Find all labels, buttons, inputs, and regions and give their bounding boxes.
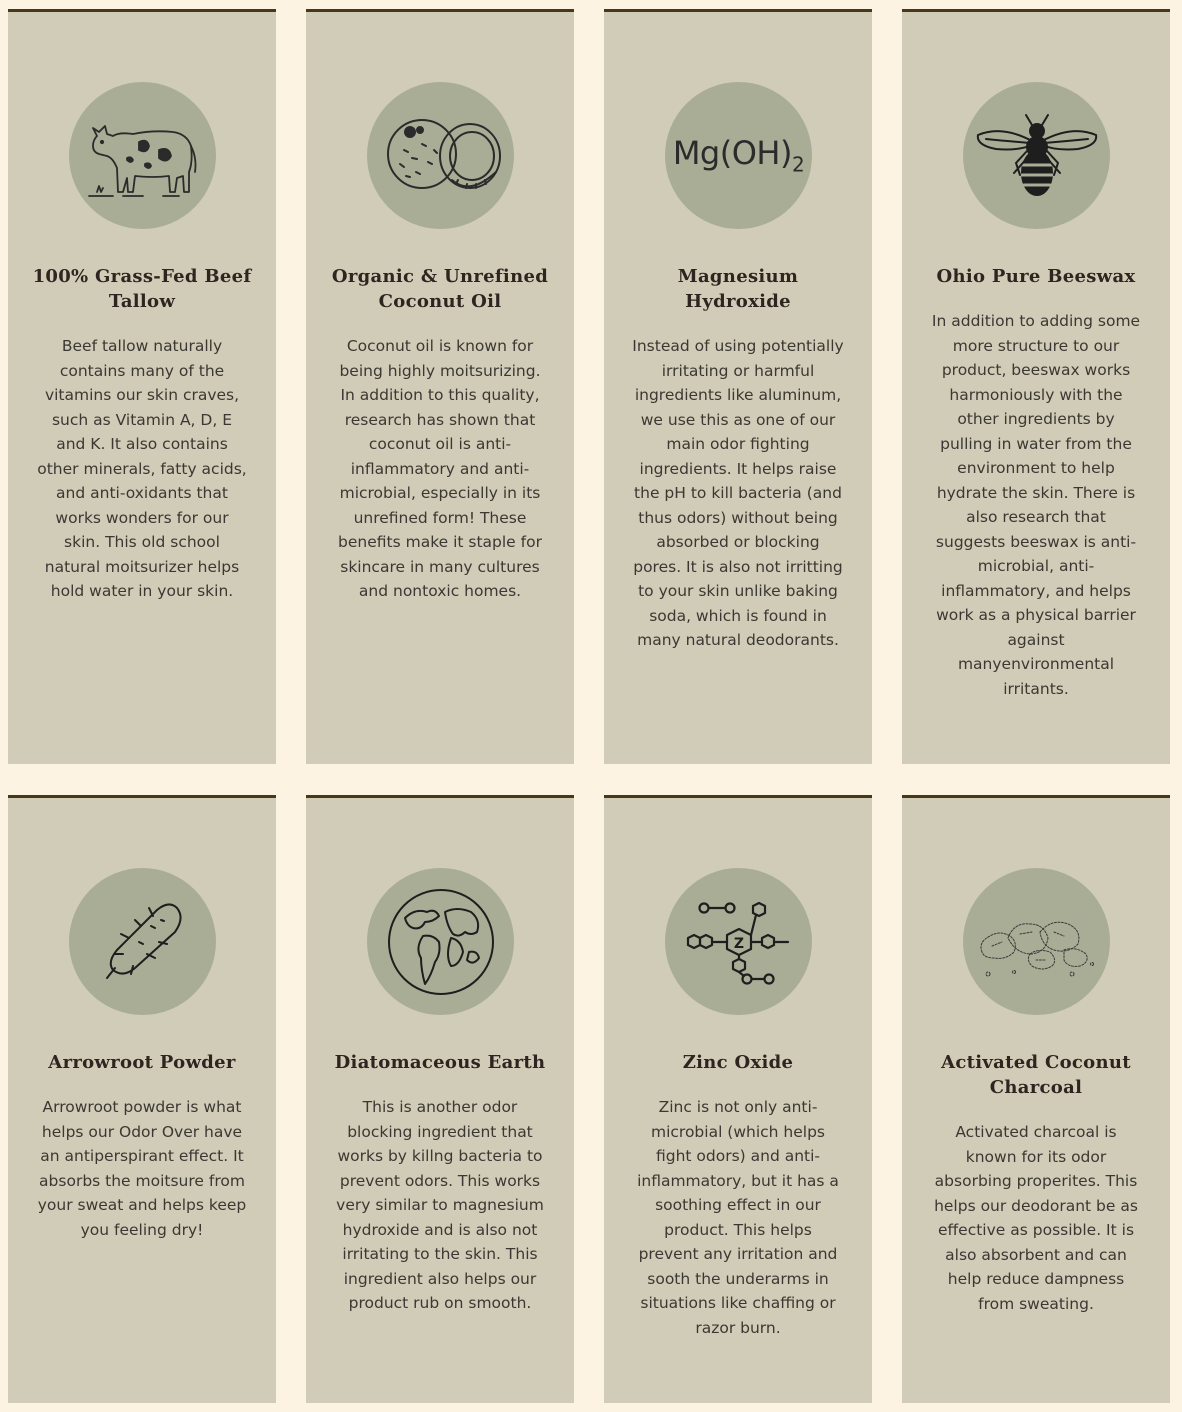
ingredient-description: In addition to adding some more structure to our product, beeswax works harmoniously with the other ingredients by pulling in water from the environment to help hydrate the skin. There is also research that suggests beeswax is anti-microbial, anti-inflammatory, and helps work as a physical barrier against manyenvironmental irritants.	[931, 312, 1141, 698]
ingredient-description: Coconut oil is known for being highly moitsurizing. In addition to this quality, research has shown that coconut oil is anti-inflammatory and anti-microbial, especially in its unrefined form! These benefits make it staple for skincare in many cultures and nontoxic homes.	[338, 337, 542, 600]
ingredient-description: Zinc is not only anti-microbial (which helps fight odors) and anti-inflammatory, but it has a soothing effect in our product. This helps prevent any irritation and sooth the underarms in situations like chaffing or razor burn.	[637, 1098, 839, 1337]
ingredient-card-zinc-oxide	[604, 795, 872, 1403]
ingredient-card-diatomaceous-earth	[306, 795, 574, 1403]
ingredient-description: Arrowroot powder is what helps our Odor Over have an antiperspirant effect. It absorbs the moitsure from your sweat and helps keep you feeling dry!	[37, 1098, 247, 1239]
ingredient-title: Diatomaceous Earth	[334, 1052, 546, 1073]
arrowroot-icon	[69, 868, 216, 1015]
ingredient-title: Magnesium Hydroxide	[677, 266, 799, 312]
ingredient-card-beeswax	[902, 9, 1170, 764]
coconut-icon	[367, 82, 514, 229]
ingredient-card-charcoal	[902, 795, 1170, 1403]
ingredient-title: Zinc Oxide	[682, 1052, 794, 1073]
molecule-label: Z	[733, 935, 744, 952]
ingredient-title: 100% Grass-Fed Beef Tallow	[32, 266, 252, 312]
ingredient-card-arrowroot	[8, 795, 276, 1403]
ingredient-title: Ohio Pure Beeswax	[936, 266, 1136, 287]
charcoal-icon	[963, 868, 1110, 1015]
ingredient-title: Arrowroot Powder	[48, 1052, 236, 1073]
molecule-icon	[665, 868, 812, 1015]
ingredient-card-coconut-oil	[306, 9, 574, 764]
formula-subscript: 2	[791, 152, 805, 177]
magnesium-hydroxide-formula-icon	[665, 82, 812, 229]
globe-icon	[367, 868, 514, 1015]
bee-icon	[963, 82, 1110, 229]
ingredient-card-magnesium-hydroxide	[604, 9, 872, 764]
cow-icon	[69, 82, 216, 229]
ingredient-description: Beef tallow naturally contains many of the vitamins our skin craves, such as Vitamin A, D, E and K. It also contains other minerals, fatty acids, and anti-oxidants that works wonders for our skin. This old school natural moitsurizer helps hold water in your skin.	[37, 337, 247, 600]
formula-text: Mg(OH)	[672, 134, 792, 173]
ingredient-description: Instead of using potentially irritating or harmful ingredients like aluminum, we use this as one of our main odor fighting ingredients. It helps raise the pH to kill bacteria (and thus odors) without being absorbed or blocking pores. It is also not irritting to your skin unlike baking soda, which is found in many natural deodorants.	[632, 337, 844, 649]
ingredient-title: Organic & Unrefined Coconut Oil	[331, 266, 549, 312]
ingredient-description: This is another odor blocking ingredient that works by killng bacteria to prevent odors. This works very similar to magnesium hydroxide and is also not irritating to the skin. This ingredient also helps our product rub on smooth.	[336, 1098, 544, 1312]
ingredient-card-tallow	[8, 9, 276, 764]
ingredient-title: Activated Coconut Charcoal	[941, 1052, 1131, 1098]
ingredient-description: Activated charcoal is known for its odor absorbing properites. This helps our deodorant be as effective as possible. It is also absorbent and can help reduce dampness from sweating.	[934, 1123, 1138, 1313]
